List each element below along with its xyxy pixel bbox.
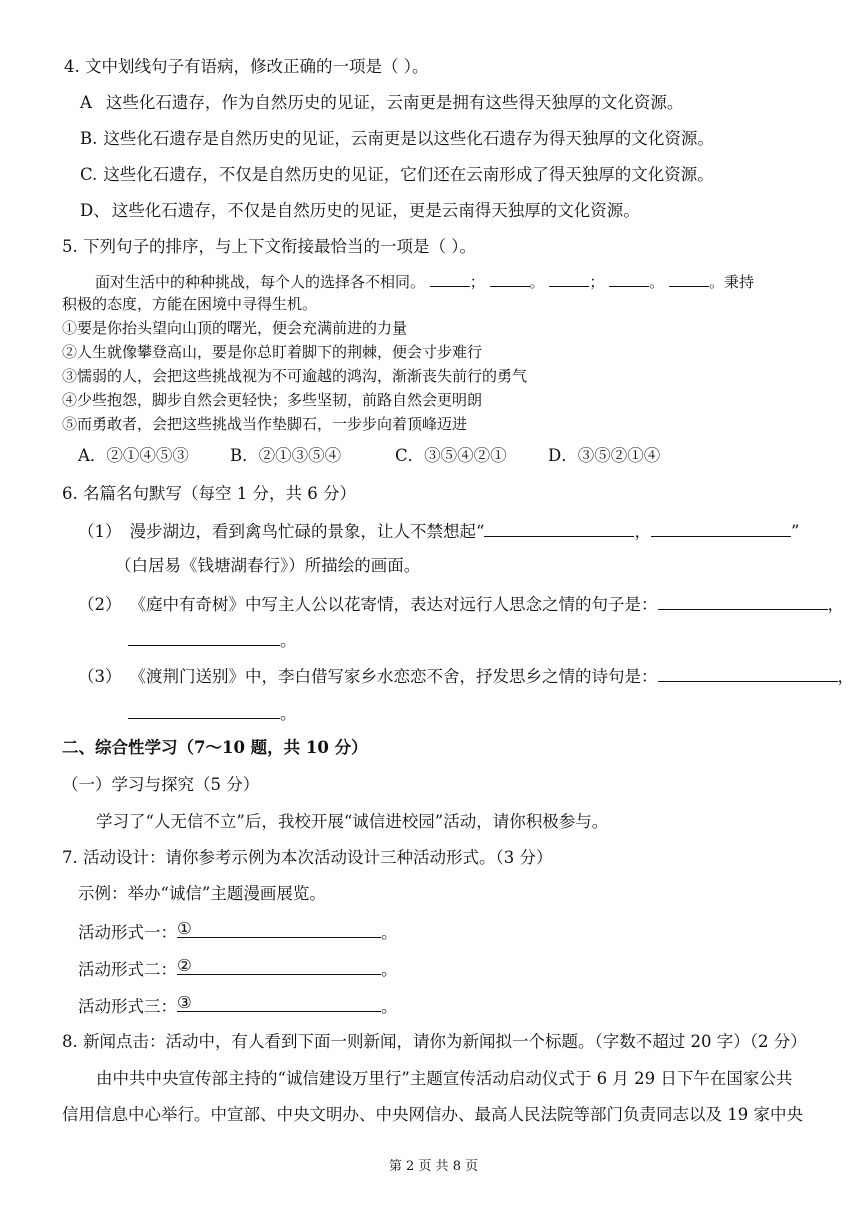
separator: 。 — [381, 997, 398, 1016]
separator: 。 — [280, 631, 297, 650]
fill-blank-3[interactable] — [549, 268, 589, 287]
separator: ； — [589, 273, 605, 291]
q6-item1-source: （白居易《钱塘湖春行》）所描绘的画面。 — [115, 556, 421, 575]
q7-form-2 — [78, 956, 398, 982]
q5-sentence-5: ⑤而勇敢者，会把这些挑战当作垫脚石，一步步向着顶峰迈进 — [62, 415, 468, 433]
q5-sentence-2: ②人生就像攀登高山，要是你总盯着脚下的荆棘，便会寸步难行 — [62, 343, 483, 361]
q6-item3-line2 — [128, 700, 297, 726]
q4-option-b — [80, 127, 714, 151]
q7-form-1 — [78, 919, 398, 945]
answer-blank[interactable] — [651, 518, 791, 537]
answer-blank[interactable] — [128, 700, 280, 719]
q5-choice-b: B．②①③⑤④ — [230, 446, 342, 465]
q5-stem: 5. 下列句子的排序，与上下文衔接最恰当的一项是（ ）。 — [62, 237, 476, 256]
q6-item1 — [78, 518, 799, 544]
q8-news-line1: 由中共中央宣传部主持的“诚信建设万里行”主题宣传活动启动仪式于 6 月 29 日下午在国家公共 — [96, 1069, 793, 1088]
form-label: 活动形式三： — [78, 997, 177, 1016]
section2-title: 二、综合性学习（7～10 题，共 10 分） — [62, 738, 368, 757]
item-text: 《庭中有奇树》中写主人公以花寄情，表达对远行人思念之情的句子是： — [129, 595, 658, 614]
fill-blank-4[interactable] — [609, 268, 649, 287]
page-footer: 第 2 页 共 8 页 — [388, 1159, 479, 1174]
option-text: 这些化石遗存，不仅是自然历史的见证，更是云南得天独厚的文化资源。 — [111, 201, 640, 220]
q5-choice-d: D．③⑤②①④ — [548, 446, 661, 465]
q5-paragraph-line2: 积极的态度，方能在困境中寻得生机。 — [62, 295, 318, 313]
paragraph-text: 秉持 — [724, 273, 755, 291]
q8-news-line2: 信用信息中心举行。中宣部、中央文明办、中央网信办、最高人民法院等部门负责同志以及 19 家中央 — [62, 1105, 803, 1124]
answer-blank[interactable] — [128, 627, 280, 646]
fill-blank-2[interactable] — [490, 268, 530, 287]
q4-stem: 4. 文中划线句子有语病，修改正确的一项是（ ）。 — [64, 57, 429, 76]
paragraph-text: 面对生活中的种种挑战，每个人的选择各不相同。 — [95, 273, 426, 291]
q6-item2 — [78, 591, 844, 617]
q4-option-a — [80, 91, 683, 115]
section2-intro: 学习了“人无信不立”后，我校开展“诚信进校园”活动，请你积极参与。 — [96, 812, 609, 831]
option-letter: B. — [80, 129, 98, 148]
q5-paragraph-line1 — [95, 268, 754, 294]
q5-sentence-1: ①要是你抬头望向山顶的曙光，便会充满前进的力量 — [62, 319, 408, 337]
option-letter: A — [80, 93, 92, 112]
circle-number: ② — [177, 956, 192, 975]
item-text: 《渡荆门送别》中，李白借写家乡水恋恋不舍，抒发思乡之情的诗句是： — [129, 667, 658, 686]
separator: ， — [827, 595, 844, 614]
answer-blank[interactable] — [658, 591, 828, 610]
item-number: （2） — [78, 595, 122, 614]
option-letter: C. — [80, 165, 98, 184]
q8-stem: 8. 新闻点击：活动中，有人看到下面一则新闻，请你为新闻拟一个标题。（字数不超过 20 字）（2 分） — [62, 1032, 807, 1051]
separator: ， — [634, 522, 651, 541]
q5-choice-c: C．③⑤④②① — [395, 446, 507, 465]
item-number: （1） — [78, 522, 122, 541]
separator: ， — [837, 667, 854, 686]
answer-blank[interactable] — [484, 518, 634, 537]
circle-number: ① — [177, 919, 192, 938]
separator: ； — [469, 273, 485, 291]
q4-option-d — [80, 199, 640, 223]
section2-subtitle: （一）学习与探究（5 分） — [62, 775, 260, 794]
q5-choice-a: A．②①④⑤③ — [78, 446, 189, 465]
separator: 。 — [529, 273, 545, 291]
separator: 。 — [708, 273, 724, 291]
q6-title: 6. 名篇名句默写（每空 1 分，共 6 分） — [62, 484, 356, 503]
option-letter: D、 — [80, 201, 110, 220]
form-label: 活动形式二： — [78, 960, 177, 979]
q7-stem: 7. 活动设计：请你参考示例为本次活动设计三种活动形式。（3 分） — [62, 848, 553, 867]
q6-item3 — [78, 663, 854, 689]
separator: 。 — [381, 923, 398, 942]
answer-blank[interactable] — [658, 663, 838, 682]
q5-sentence-3: ③懦弱的人，会把这些挑战视为不可逾越的鸿沟，渐渐丧失前行的勇气 — [62, 367, 528, 385]
circle-number: ③ — [177, 993, 192, 1012]
separator: ” — [790, 522, 800, 541]
q7-form-3 — [78, 993, 398, 1019]
form-input-1[interactable] — [177, 919, 381, 938]
form-label: 活动形式一： — [78, 923, 177, 942]
item-number: （3） — [78, 667, 122, 686]
separator: 。 — [649, 273, 665, 291]
fill-blank-5[interactable] — [669, 268, 709, 287]
q5-sentence-4: ④少些抱怨，脚步自然会更轻快；多些坚韧，前路自然会更明朗 — [62, 391, 483, 409]
option-text: 这些化石遗存，作为自然历史的见证，云南更是拥有这些得天独厚的文化资源。 — [105, 93, 684, 112]
form-input-2[interactable] — [177, 956, 381, 975]
q6-item2-line2 — [128, 627, 297, 653]
separator: 。 — [280, 704, 297, 723]
option-text: 这些化石遗存是自然历史的见证，云南更是以这些化石遗存为得天独厚的文化资源。 — [103, 129, 714, 148]
fill-blank-1[interactable] — [430, 268, 470, 287]
item-text: 漫步湖边，看到禽鸟忙碌的景象，让人不禁想起“ — [129, 522, 485, 541]
q4-option-c — [80, 163, 714, 187]
q7-example: 示例：举办“诚信”主题漫画展览。 — [78, 884, 326, 903]
form-input-3[interactable] — [177, 993, 381, 1012]
option-text: 这些化石遗存，不仅是自然历史的见证，它们还在云南形成了得天独厚的文化资源。 — [103, 165, 714, 184]
separator: 。 — [381, 960, 398, 979]
